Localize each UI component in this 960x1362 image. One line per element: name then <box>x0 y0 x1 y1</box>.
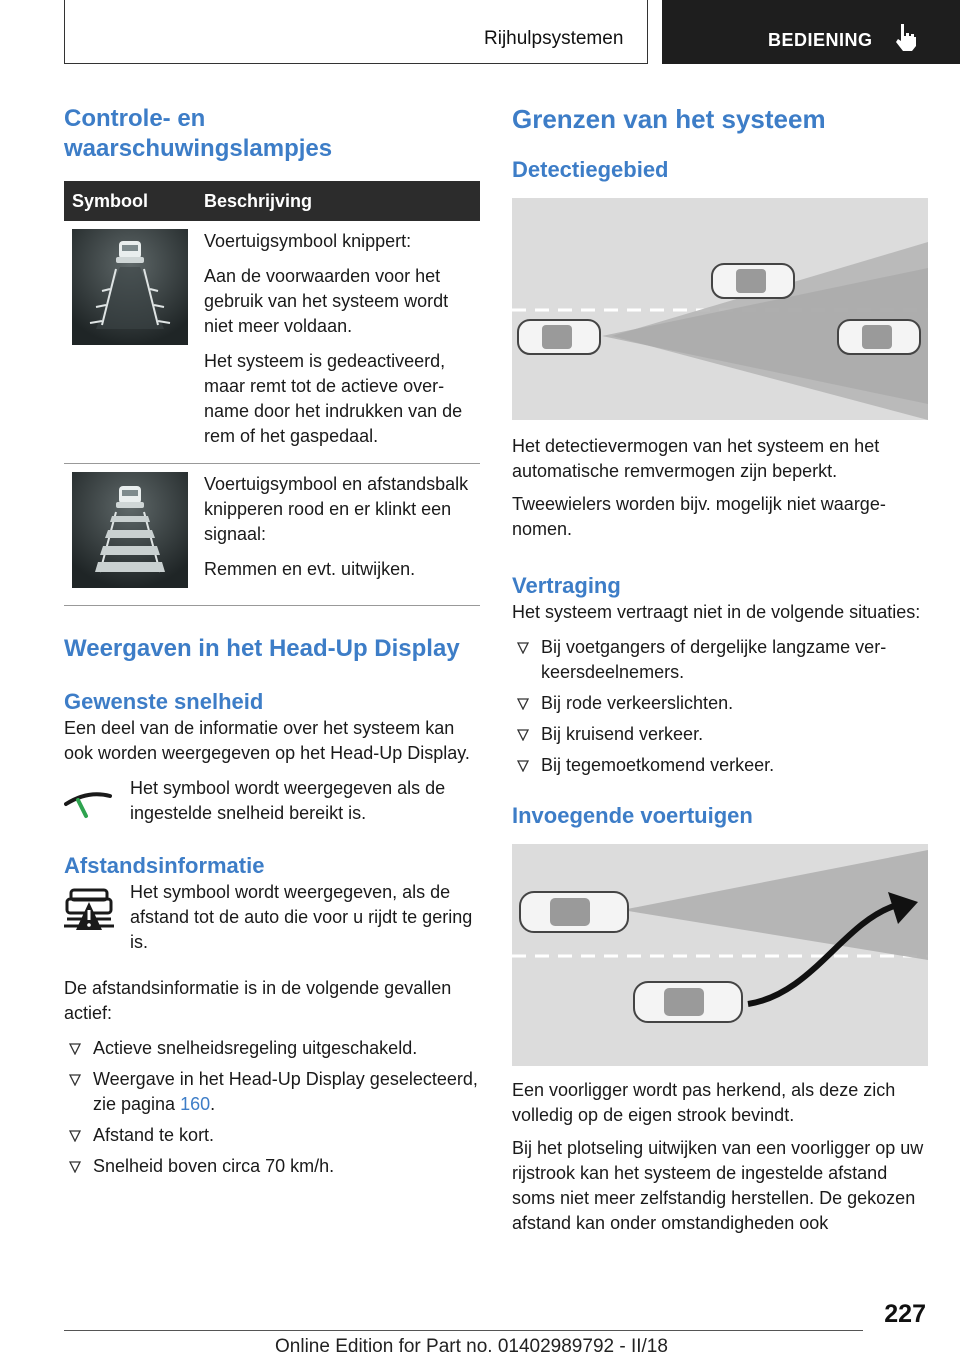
vehicle-distance-bars-icon <box>72 472 188 588</box>
col-beschrijving: Beschrijving <box>196 181 480 221</box>
para-invoegend-2: Bij het plotseling uitwijken van een voorligger op uw rijstrook kan het systeem de ingestelde afstand soms niet meer zelfstandig herstellen. De gekozen afstand kan onder omstandigheden ook <box>512 1138 924 1233</box>
page-link-160[interactable]: 160 <box>180 1094 211 1114</box>
row2-line1: Voertuigsymbool en afstandsbalk knipperen rood en er klinkt een signaal: <box>204 474 469 544</box>
list-item: Actieve snelheidsregeling uitgeschakeld. <box>64 1036 480 1061</box>
list-item: Weergave in het Head-Up Display geselecteerd, zie pagina 160. <box>64 1067 480 1117</box>
header-chapter-label: BEDIENING <box>768 30 873 50</box>
list-item: Snelheid boven circa 70 km/h. <box>64 1154 480 1179</box>
afstand-symbol-text: Het symbool wordt weergegeven, als de afstand tot de auto die voor u rijdt te gering is. <box>130 882 473 952</box>
heading-snelheid: Gewenste snelheid <box>64 689 264 714</box>
heading-afstand: Afstandsinformatie <box>64 853 265 878</box>
row1-line1: Voertuigsymbool knippert: <box>204 231 412 251</box>
page-number: 227 <box>884 1300 926 1328</box>
para-detectie-1: Het detectievermogen van het systeem en het automatische remvermogen zijn beperkt. <box>512 436 880 481</box>
bullet-triangle-icon <box>517 698 529 710</box>
table-row <box>64 464 480 606</box>
col-symbool: Symbool <box>64 181 196 221</box>
vertraging-list <box>512 635 928 778</box>
bullet-triangle-icon <box>69 1043 81 1055</box>
heading-grenzen: Grenzen van het systeem <box>512 104 826 134</box>
para-afstand: De afstandsinformatie is in de volgende gevallen actief: <box>64 978 452 1023</box>
para-vertraging: Het systeem vertraagt niet in de volgende situaties: <box>512 602 921 622</box>
table-row <box>64 221 480 464</box>
heading-invoegend: Invoegende voertuigen <box>512 803 753 828</box>
detection-area-illustration <box>512 198 928 420</box>
merging-vehicles-illustration <box>512 844 928 1066</box>
heading-hud: Weergaven in het Head-Up Display <box>64 635 460 662</box>
afstand-list <box>64 1036 480 1179</box>
car-own <box>520 892 628 932</box>
heading-vertraging: Vertraging <box>512 573 621 598</box>
para-detectie-2: Tweewielers worden bijv. mogelijk niet waargenomen. <box>512 494 886 539</box>
row1-line3: Het systeem is gedeactiveerd, maar remt tot de actieve overname door het indrukken van de rem of het gaspedaal. <box>204 351 463 446</box>
header-chapter-tab[interactable] <box>662 0 960 64</box>
row2-line2: Remmen en evt. uitwijken. <box>204 559 416 579</box>
list-item: Bij voetgangers of dergelijke langzame verkeersdeelnemers. <box>512 635 928 685</box>
row1-line2: Aan de voorwaarden voor het gebruik van het systeem wordt niet meer voldaan. <box>204 266 449 336</box>
list-item: Bij rode verkeerslichten. <box>512 691 928 716</box>
bullet-triangle-icon <box>517 642 529 654</box>
bullet-triangle-icon <box>517 760 529 772</box>
car-merging <box>634 982 742 1022</box>
header-section-title: Rijhulpsystemen <box>484 28 624 49</box>
vehicle-flash-icon <box>72 229 188 345</box>
para-snelheid: Een deel van de informatie over het systeem kan ook worden weergegeven op het Head-Up Display. <box>64 718 470 763</box>
car-left <box>518 320 600 354</box>
snelheid-symbol-text: Het symbool wordt weergegeven als de ingestelde snelheid bereikt is. <box>130 778 446 823</box>
edition-label: Online Edition for Part no. 01402989792 - II/18 <box>275 1336 668 1357</box>
distance-warning-icon <box>64 886 114 932</box>
bullet-triangle-icon <box>69 1161 81 1173</box>
speed-reached-icon <box>64 782 112 822</box>
list-item: Bij tegemoetkomend verkeer. <box>512 753 928 778</box>
footer-divider <box>64 1330 863 1331</box>
bullet-triangle-icon <box>69 1074 81 1086</box>
symbol-table <box>64 181 480 606</box>
afstand-symbol-row <box>64 880 480 955</box>
left-column <box>64 104 480 1185</box>
list-item: Afstand te kort. <box>64 1123 480 1148</box>
snelheid-symbol-row <box>64 776 480 826</box>
bullet-triangle-icon <box>517 729 529 741</box>
bullet-triangle-icon <box>69 1130 81 1142</box>
heading-detectie: Detectiegebied <box>512 157 669 182</box>
list-item: Bij kruisend verkeer. <box>512 722 928 747</box>
para-invoegend-1: Een voorligger wordt pas herkend, als deze zich volledig op de eigen strook bevindt. <box>512 1080 896 1125</box>
car-right <box>838 320 920 354</box>
pointing-hand-icon <box>894 22 918 52</box>
car-middle <box>712 264 794 298</box>
right-column <box>512 104 928 1236</box>
heading-lampjes: Controle- en waarschuwingslampjes <box>64 105 333 162</box>
